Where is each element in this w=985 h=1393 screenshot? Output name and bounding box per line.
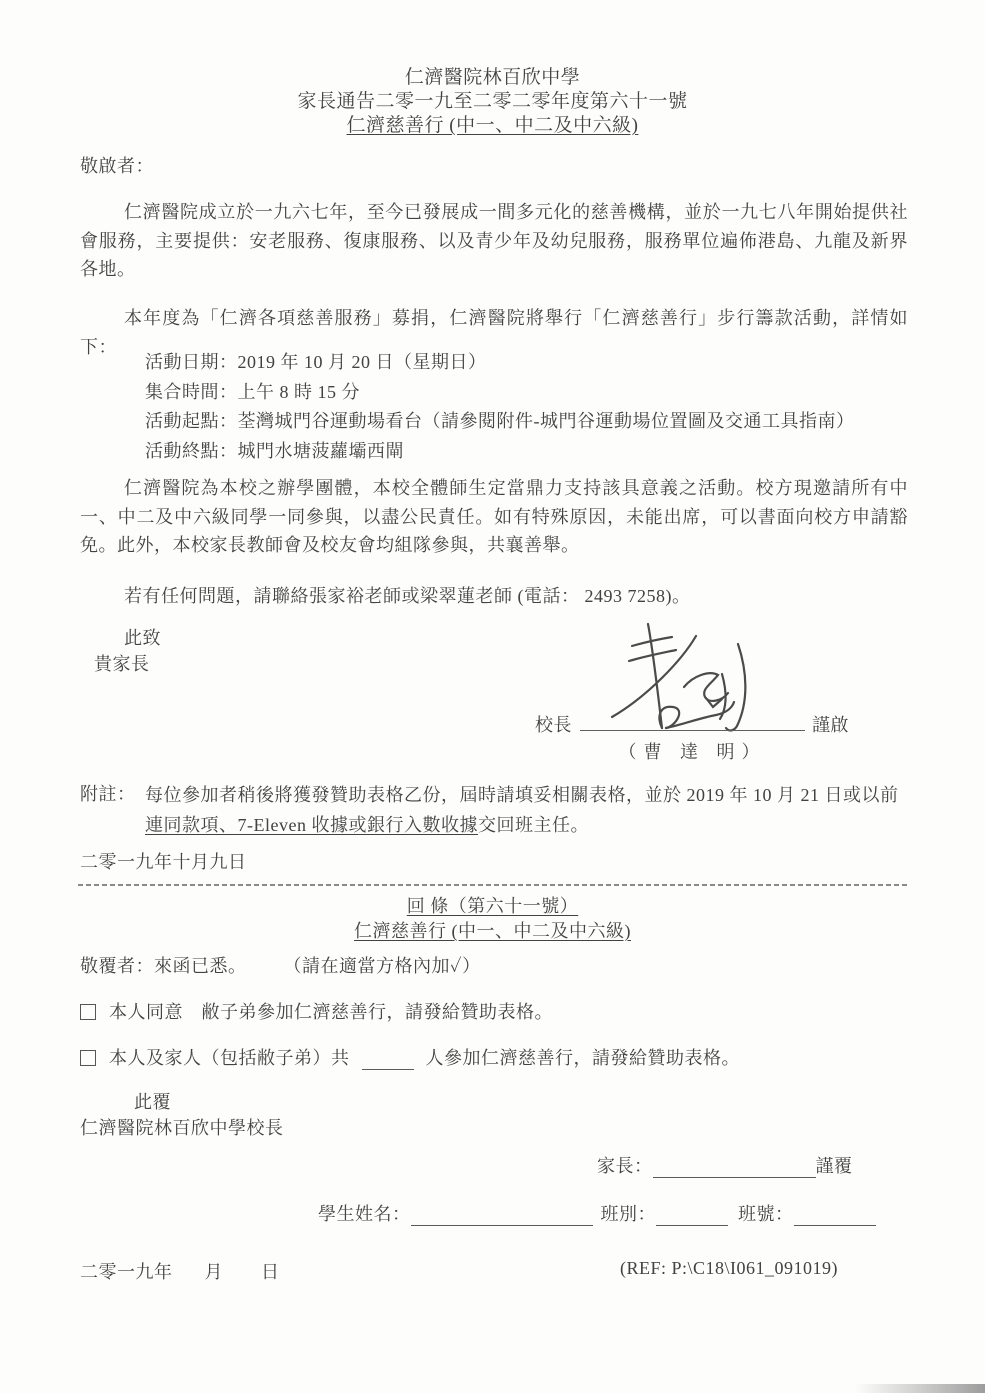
- para-event: 本年度為「仁濟各項慈善服務」募捐，仁濟醫院將舉行「仁濟慈善行」步行籌款活動，詳情如下：: [80, 308, 908, 357]
- note-line-2: [145, 810, 915, 840]
- scan-artifact: [855, 1384, 985, 1393]
- signature-line: [580, 730, 805, 731]
- parent-signature-row: [597, 1152, 853, 1178]
- detail-row-date: [145, 348, 855, 378]
- para-intro: 仁濟醫院成立於一九六七年，至今已發展成一間多元化的慈善機構，並於一九七八年開始提供社會服務，主要提供：安老服務、復康服務、以及青少年及幼兒服務，服務單位遍佈港島、九龍及新界各地。: [80, 202, 908, 279]
- event-details: [145, 348, 855, 466]
- student-name-label: 學生姓名：: [318, 1204, 411, 1224]
- student-info-row: [318, 1200, 876, 1226]
- parent-respect: 謹覆: [815, 1156, 853, 1176]
- event-title: [0, 114, 985, 138]
- note-body: [145, 780, 915, 840]
- option1-text: 本人同意 敝子弟參加仁濟慈善行，請發給贊助表格。: [109, 1002, 553, 1022]
- detail-value: 上午 8 時 15 分: [237, 381, 360, 402]
- reply-subtitle: [0, 917, 985, 943]
- student-name-field[interactable]: [411, 1206, 593, 1226]
- class-number-field[interactable]: [794, 1206, 876, 1226]
- class-field[interactable]: [656, 1206, 728, 1226]
- option-row-2: [80, 1044, 740, 1070]
- note-rest: 交回班主任。: [477, 815, 589, 835]
- reply-valediction: 此覆: [134, 1092, 171, 1112]
- ref-code: (REF: P:\C18\I061_091019): [620, 1258, 839, 1278]
- tick-hint: （請在適當方格內加✓）: [292, 956, 481, 976]
- reply-addressee: 仁濟醫院林百欣中學校長: [80, 1118, 284, 1138]
- class-number-label: 班號：: [738, 1204, 794, 1224]
- recipient: 貴家長: [94, 654, 150, 674]
- principal-signature: [596, 616, 771, 741]
- principal-respect: 謹啟: [812, 715, 849, 735]
- para-support: 仁濟醫院為本校之辦學團體，本校全體師生定當鼎力支持該具意義之活動。校方現邀請所有中一、中二及中六級同學一同參與，以盡公民責任。如有特殊原因，未能出席，可以書面向校方申請豁免。此外，本校家長教師會及校友會均組隊參與，共襄善舉。: [80, 478, 908, 555]
- detail-value: 城門水塘菠蘿壩西閘: [237, 440, 404, 461]
- letter-date: 二零一九年十月九日: [80, 852, 247, 872]
- school-name: 仁濟醫院林百欣中學: [404, 67, 581, 88]
- detail-value: 荃灣城門谷運動場看台（請參閱附件-城門谷運動場位置圖及交通工具指南）: [237, 411, 855, 431]
- letter-header: [0, 66, 985, 138]
- detail-row-end: [145, 437, 855, 467]
- parent-label: 家長：: [597, 1156, 653, 1176]
- note-underlined: 連同款項、7-Eleven 收據或銀行入數收據: [145, 815, 478, 835]
- option-row-1: [80, 998, 553, 1024]
- reply-date-day: 日: [261, 1262, 280, 1282]
- para-contact: 若有任何問題，請聯絡張家裕老師或梁翠蓮老師 (電話： 2493 7258)。: [124, 586, 691, 606]
- reply-salutation-row: [80, 952, 481, 978]
- valediction: 此致: [124, 628, 161, 648]
- detail-row-start: [145, 407, 855, 437]
- participant-count-field[interactable]: [362, 1050, 414, 1070]
- reply-title: [0, 892, 985, 918]
- option2-after: 人參加仁濟慈善行，請發給贊助表格。: [425, 1048, 740, 1068]
- detail-label: 集合時間：: [145, 381, 238, 402]
- detail-value: 2019 年 10 月 20 日（星期日）: [237, 352, 487, 372]
- event-title-text: 仁濟慈善行 (中一、中二及中六級): [346, 115, 639, 136]
- reply-subtitle-text: 仁濟慈善行 (中一、中二及中六級): [354, 921, 631, 941]
- detail-label: 活動日期：: [145, 352, 238, 372]
- reply-date-month: 月: [204, 1262, 223, 1282]
- family-join-checkbox[interactable]: [80, 1050, 96, 1066]
- agree-checkbox[interactable]: [80, 1004, 96, 1020]
- class-label: 班別：: [600, 1204, 656, 1224]
- detail-label: 活動起點：: [145, 411, 238, 431]
- notice-number: 家長通告二零一九至二零二零年度第六十一號: [297, 91, 688, 112]
- cut-line: [78, 884, 908, 886]
- option2-before: 本人及家人（包括敝子弟）共: [109, 1048, 350, 1068]
- note-label: 附註：: [80, 784, 136, 804]
- parent-signature-field[interactable]: [653, 1158, 816, 1178]
- detail-label: 活動終點：: [145, 440, 238, 461]
- salutation: 敬啟者：: [80, 156, 154, 176]
- principal-role-label: 校長: [535, 715, 572, 735]
- reply-salutation: 敬覆者：來函已悉。: [80, 956, 247, 976]
- reply-title-text: 回 條（第六十一號）: [406, 896, 579, 916]
- detail-row-time: [145, 378, 855, 408]
- note-line-1: 每位參加者稍後將獲發贊助表格乙份，屆時請填妥相關表格，並於 2019 年 10 月 21 日或以前: [145, 785, 899, 805]
- reply-date-year: 二零一九年: [80, 1262, 173, 1282]
- reply-date-row: [80, 1258, 280, 1284]
- principal-name: （曹 達 明）: [618, 742, 767, 762]
